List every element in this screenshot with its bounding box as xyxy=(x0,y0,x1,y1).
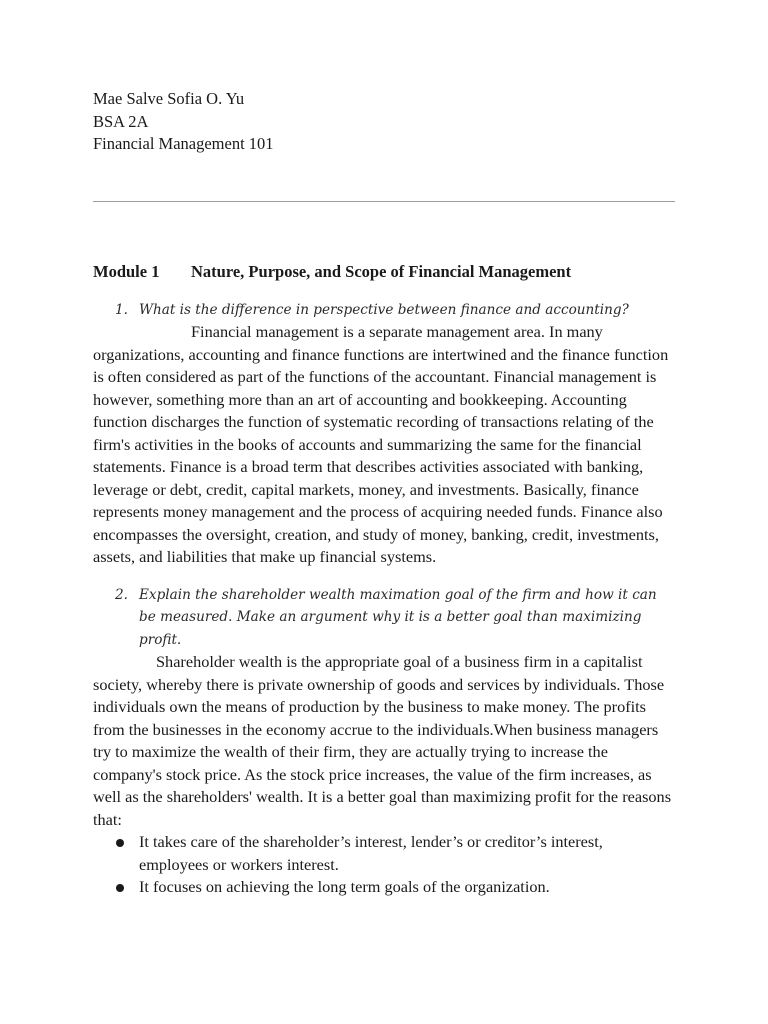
question-2 xyxy=(93,584,675,652)
bullet-icon xyxy=(116,839,124,847)
question-number: 1. xyxy=(115,301,128,318)
answer-2: Shareholder wealth is the appropriate goal of a business firm in a capitalist society, whereby there is private ownership of goods and services by individuals. Those individuals own the means of production by the business to make money. The profits from the businesses in the economy accrue to the individuals.When business managers try to maximize the wealth of their firm, they are actually trying to increase the company's stock price. As the stock price increases, the value of the firm increases, as well as the shareholders' wealth. It is a better goal than maximizing profit for the reasons that: xyxy=(93,652,672,829)
reasons-list xyxy=(93,831,675,899)
horizontal-divider xyxy=(93,201,675,202)
course-name: Financial Management 101 xyxy=(93,134,274,153)
module-heading xyxy=(93,261,675,283)
question-1 xyxy=(93,299,675,322)
answer-1: Financial management is a separate management area. In many organizations, accounting and finance functions are intertwined and the finance function is often considered as part of the functions of the accountant. Financial management is however, something more than an art of accounting and bookkeeping. Accounting function discharges the function of systematic recording of transactions relating of the firm's activities in the books of accounts and summarizing the same for the financial statements. Finance is a broad term that describes activities associated with banking, leverage or debt, credit, capital markets, money, and investments. Basically, finance represents money management and the process of acquiring needed funds. Finance also encompasses the oversight, creation, and study of money, banking, credit, investments, assets, and liabilities that make up financial systems. xyxy=(93,322,669,566)
module-number: Module 1 xyxy=(93,261,160,281)
list-item xyxy=(93,876,675,899)
bullet-icon xyxy=(116,884,124,892)
list-item-text: It takes care of the shareholder’s interest, lender’s or creditor’s interest, employees or workers interest. xyxy=(139,832,603,874)
question-text: Explain the shareholder wealth maximation goal of the firm and how it can be measured. Make an argument why it is a better goal than maximizing profit. xyxy=(139,586,657,648)
question-number: 2. xyxy=(115,586,128,603)
student-header xyxy=(93,88,675,156)
list-item xyxy=(93,831,675,876)
list-item-text: It focuses on achieving the long term goals of the organization. xyxy=(139,877,550,896)
student-section: BSA 2A xyxy=(93,111,149,131)
student-name: Mae Salve Sofia O. Yu xyxy=(93,89,245,108)
document-body xyxy=(93,80,675,899)
question-text: What is the difference in perspective between finance and accounting? xyxy=(139,301,629,318)
module-title: Nature, Purpose, and Scope of Financial Management xyxy=(191,261,572,281)
